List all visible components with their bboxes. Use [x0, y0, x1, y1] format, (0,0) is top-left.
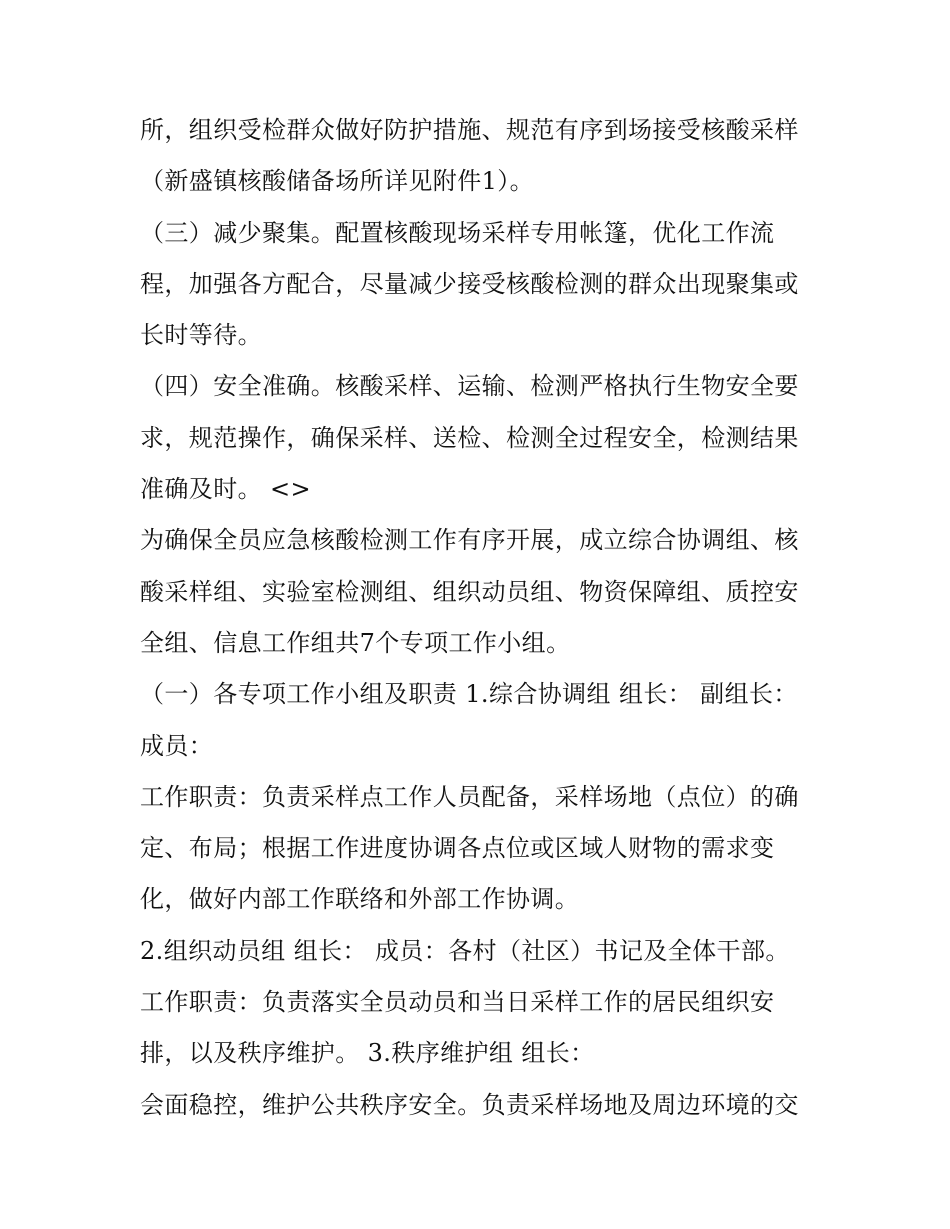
text-line: 程，加强各方配合，尽量减少接受核酸检测的群众出现聚集或 [140, 269, 799, 298]
document-body [140, 105, 812, 1131]
text-line: 工作职责：负责落实全员动员和当日采样工作的居民组织安 [140, 988, 775, 1017]
text-line: 2.组织动员组 组长： 成员：各村（社区）书记及全体干部。 [140, 936, 790, 965]
text-line: 化，做好内部工作联络和外部工作协调。 [140, 885, 580, 914]
text-line: （一）各专项工作小组及职责 1.综合协调组 组长： 副组长： [140, 680, 798, 709]
text-line: 全组、信息工作组共7个专项工作小组。 [140, 628, 571, 657]
text-line: 为确保全员应急核酸检测工作有序开展，成立综合协调组、核 [140, 526, 799, 555]
text-line: 排，以及秩序维护。 3.秩序维护组 组长： [140, 1039, 595, 1068]
text-line: 长时等待。 [140, 321, 262, 350]
text-line: （新盛镇核酸储备场所详见附件1）。 [140, 167, 535, 196]
text-line: 所，组织受检群众做好防护措施、规范有序到场接受核酸采样 [140, 116, 799, 144]
text-line: 准确及时。 <> [140, 475, 312, 504]
text-line: 工作职责：负责采样点工作人员配备，采样场地（点位）的确 [140, 782, 799, 811]
text-line: （三）减少聚集。配置核酸现场采样专用帐篷，优化工作流 [140, 218, 775, 247]
text-line: 会面稳控，维护公共秩序安全。负责采样场地及周边环境的交 [140, 1090, 799, 1119]
text-line: 酸采样组、实验室检测组、组织动员组、物资保障组、质控安 [140, 577, 799, 606]
text-line: 求，规范操作，确保采样、送检、检测全过程安全，检测结果 [140, 423, 799, 452]
text-line: 定、布局；根据工作进度协调各点位或区域人财物的需求变 [140, 834, 775, 863]
text-line: （四）安全准确。核酸采样、运输、检测严格执行生物安全要 [140, 372, 799, 401]
text-line: 成员： [140, 731, 214, 760]
